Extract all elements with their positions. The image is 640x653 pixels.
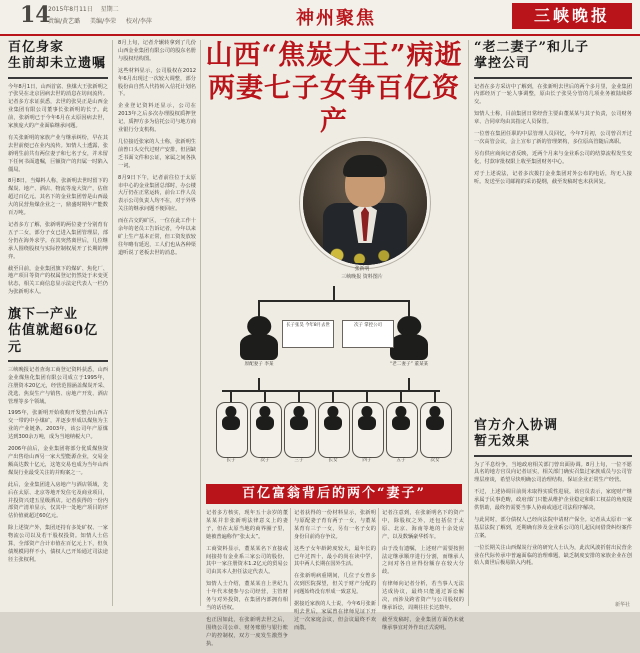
- paragraph: 有关张新明的家族产业与继承纠纷，早在其去世前便已在业内流传。知情人士透露，张新明生前共有两位妻子和七名子女，并未留下任何书面遗嘱，巨额资产的归属一时陷入僵局。: [8, 134, 108, 173]
- column-rule: [290, 508, 291, 606]
- section-banner: 百亿富翁背后的两个“妻子”: [206, 484, 462, 504]
- paragraph: 与此同时，部分债权人已经向法院申请财产保全。记者从太原市一家基层法院了解到，近期确有涉及金业系公司的几起民间借贷纠纷案件立案。: [474, 516, 632, 539]
- divider: [8, 360, 108, 362]
- family-tree-diagram: [206, 286, 462, 486]
- callout-right: 次子 掌控公司: [342, 320, 394, 348]
- tree-line: [258, 300, 260, 316]
- callout-left: 长子张昊 今年8月去世: [282, 320, 334, 348]
- child-bust: [222, 406, 240, 430]
- paragraph: 记者注意到，在张新明名下的资产中，除股权之外，还包括位于太原、北京、海南等地的十余处房产，以及数辆豪华轿车。: [382, 510, 464, 540]
- editor-credit: 责编/黄艺璐: [48, 18, 81, 25]
- paragraph: 三峡晚报记者查询工商登记资料获悉，山西金业煤焦化集团有限公司成立于1995年，注册资本20亿元，经营范围涵盖煤炭开采、洗选、焦炭生产与销售、房地产开发、酒店管理等多个领域。: [8, 366, 108, 405]
- tree-line: [333, 286, 335, 300]
- paragraph: 记者多方核实，现年五十余岁的董某某并非张新明法律意义上的妻子，但在太原当地的商界圈子里，她被普遍称作“张太太”。: [206, 510, 288, 540]
- spouse-bust-left: [240, 316, 278, 360]
- paragraph: 而在古交的矿区，一位在此工作十余年的老员工告诉记者，今年以来矿上生产基本正常，但工资发放较往年略有延迟，工人们也从各种渠道听说了老板去世的消息。: [118, 218, 196, 256]
- child-label: 次女: [430, 458, 440, 463]
- spouse-label-right: “老二妻子” 董某某: [389, 362, 429, 367]
- dateline: [48, 5, 125, 14]
- paragraph: 几位接近张家的人士称，张新明生前曾口头交代过财产安排，但因缺乏书面文件和公证，家属之间各执一词。: [118, 138, 196, 169]
- paragraph: 8月9日下午，记者前往位于太原市中心的金业集团总部时，办公楼大厅仍在正常运转，前台工作人员表示公司负责人均不在，对于外界关注的继承问题不便回应。: [118, 174, 196, 213]
- paragraph: 截至发稿时，金业集团方面仍未就继承事宜对外作出正式说明。: [382, 616, 464, 631]
- bottom-column-2: [294, 510, 376, 637]
- paragraph: 8月8日，当爆料人称，张新明去世时留下的煤炭、地产、酒店、物流等庞大资产，估值超过百亿元。其名下的金业集团曾是山西最大的民营焦煤企业之一，鼎盛时期年产能数百万吨。: [8, 178, 108, 217]
- child-label: 五子: [396, 458, 406, 463]
- paragraph: 不过，上述协调目前尚未取得实质性进展。该官员表示，家庭财产继承属于民事范畴，政府部门只能从维护企业稳定和职工权益的角度提供帮助，最终仍需要当事人协商或通过司法程序解决。: [474, 489, 632, 512]
- paragraph: 这些子女年龄跨度较大，最年长的已年过四十，最小的尚在读中学，其中两人长期在国外生活。: [294, 545, 376, 568]
- divider: [474, 455, 632, 457]
- child-bust: [426, 406, 444, 430]
- tree-line: [400, 392, 402, 402]
- signature-credit: 新华社: [614, 602, 630, 608]
- paragraph: 除上述资产外，集团还持有多处矿权、一家物流公司以及若干股权投资。知情人士估算，全部资产合计市值在百亿元上下，但负债规模同样不小，债权人已开始通过司法途径主张权利。: [8, 525, 108, 563]
- tree-line: [298, 392, 300, 402]
- tree-line: [434, 392, 436, 402]
- child-bust: [358, 406, 376, 430]
- tree-line: [258, 378, 260, 390]
- proof-credit: 校对/李萍: [125, 18, 152, 25]
- paragraph: 2006年前后，金业集团将部分优质煤焦资产出售给山西另一家大型能源企业，交易金额高达数十亿元，这笔交易也成为当年山西煤炭行业最受关注的并购案之一。: [8, 446, 108, 476]
- main-headline: [204, 40, 464, 139]
- dateline-weekday: 星期二: [100, 6, 119, 13]
- paragraph: 今年8月1日，山西首富、焦煤大王张新明之子张昊在北京因病去世的消息在坊间流传。记者多方求证获悉，去世的张昊正是山西金业集团有限公司董事长张新明的长子。此前，张新明已于今年6月在太原因病去世，家族庞大的产业面临继承问题。: [8, 83, 108, 130]
- paragraph: 记者多方了解，张新明的两位妻子分别育有五子二女，部分子女已进入集团管理层，部分仍在海外求学。在其突然离世后，几位继承人围绕股权与实际控制权展开了长期的博弈。: [8, 222, 108, 260]
- divider: [8, 77, 108, 79]
- paragraph: 由于没有遗嘱，上述财产需要按照法定继承顺序进行分割，而继承人之间对各自应得份额存在较大分歧。: [382, 545, 464, 576]
- child-bust: [392, 406, 410, 430]
- paragraph: 知情人士称，目前集团日常经营主要由董某某与其子负责，公司财务章、合同章均由其指定人员保管。: [474, 111, 632, 126]
- photo-flowers: [319, 237, 409, 263]
- column-rule: [468, 40, 469, 606]
- paragraph: 一位长期关注山西煤炭行业的研究人士认为，此次风波折射出民营企业在代际传承中普遍面临的治理难题，缺乏制度安排的家族企业在创始人离世后极易陷入内耗。: [474, 544, 632, 567]
- tree-line: [230, 392, 232, 402]
- child-label: 长子: [226, 458, 236, 463]
- paragraph: 此后，金业集团进入房地产与酒店领域，先后在太原、北京等地开发住宅及商业项目，并投资兴建五星级酒店。记者获得的一份内部资产清单显示，仅其中一处地产项目的评估价值就超过60亿元。: [8, 481, 108, 520]
- right-column: [474, 40, 632, 190]
- paragraph: 一位曾在集团任职的中层管理人员回忆，今年7月初，公司曾召开过一次高管会议，会上宣布了新的管理架构，多位原高管随后离职。: [474, 131, 632, 145]
- paragraph: 也正因如此，在张新明去世之后，围绕公司公章、财务账册与银行账户的控制权，双方一度发生激烈争执。: [206, 616, 288, 647]
- newspaper-logo: 三峡晚报: [512, 3, 632, 29]
- photo-caption-credit: 三峡晚报 资料图片: [341, 273, 383, 280]
- tree-line: [332, 392, 334, 402]
- right-body-2: [474, 462, 632, 569]
- paragraph: 企业登记资料还显示，公司在2013年之后多次办理股权质押登记，质押方多为信托公司与地方商业银行分支机构。: [118, 103, 196, 134]
- photo-caption: [300, 266, 424, 281]
- child-label: 四子: [362, 458, 372, 463]
- photo-hair: [343, 155, 387, 177]
- left-headline2-line2: 估值就超60亿元: [8, 323, 99, 355]
- child-bust: [324, 406, 342, 430]
- paragraph: 知情人士介绍，董某某自上世纪九十年代末便参与公司经营，主管财务与对外投资，在集团内部拥有相当的话语权。: [206, 581, 288, 611]
- child-label: 长女: [328, 458, 338, 463]
- paragraph: 截至目前，金业集团旗下的煤矿、焦化厂、地产项目等资产的权属登记仍然处于未变更状态，相关工商信息显示法定代表人一栏仍为张新明本人。: [8, 265, 108, 296]
- photo-caption-name: 张新明: [354, 266, 370, 272]
- paragraph: 在张新明病重期间，几位子女曾多次到医院探望，但关于财产分配的问题始终没有形成一致意见。: [294, 573, 376, 596]
- paragraph: 为了平息纷争，当地政府相关部门曾出面协调。8月上旬，一位不愿具名的地方官员向记者证实，相关部门确实召集过家族成员与公司管理层座谈，希望尽快明确公司治理结构，保证企业正常生产经营。: [474, 461, 632, 484]
- paragraph: 记者获得的一份材料显示，张新明与原配妻子育有两子一女，与董某某育有三子一女，另有一名子女的身份目前尚存争议。: [294, 510, 376, 540]
- right-headline-line1: “老二妻子”和儿子: [474, 40, 589, 55]
- column-rule: [200, 40, 201, 606]
- left-body-2: [8, 367, 108, 565]
- paragraph: 1995年，张新明开始收购开发整合山西古交一带的中小煤矿，并逐步形成以煤焦为主业的产业链条。2003年，该公司年产原煤达到300余万吨，成为当地纳税大户。: [8, 410, 108, 441]
- tree-line: [222, 390, 440, 392]
- paragraph: 记者在多方采访中了解到，在张新明去世后的两个多月里，金业集团内部经历了一轮人事调整，原由长子张昊分管的几项业务被陆续移交。: [474, 83, 632, 106]
- divider: [474, 77, 632, 79]
- section-title: 神州聚焦: [296, 8, 376, 29]
- paragraph: 另有供应商向记者反映，近两个月来与金业系公司的结算流程发生变化，付款审批权限上收至集团财务中心。: [474, 150, 632, 165]
- main-title-line1: 山西“焦炭大王”病逝: [205, 40, 463, 71]
- page-number: 14: [20, 2, 51, 28]
- left-column: [8, 40, 108, 569]
- spouse-bust-right: [390, 316, 428, 360]
- right-column-section2: [474, 418, 632, 572]
- paragraph: 这些材料显示，公司股权在2012年6月出现过一次较大调整，部分股份由自然人代持转入信托计划名下。: [118, 67, 196, 98]
- dateline-date: 2015年8月11日: [48, 6, 93, 13]
- paragraph: 据接近家族的人士说，今年6月张新明去世后，家属曾在律师见证下开过一次家庭会议，但会议最终不欢而散。: [294, 601, 376, 631]
- tree-line: [366, 392, 368, 402]
- paragraph: 8月上旬，记者介辗转拿到了几份山西金业集团有限公司的股东名册与股权结构图。: [118, 40, 196, 62]
- paragraph: 有律师向记者分析，若当事人无法达成协议，最终只能通过诉讼解决，而涉及跨省资产与公司股权的继承诉讼，周期往往长达数年。: [382, 581, 464, 611]
- right-headline-line2: 掌控公司: [474, 56, 531, 72]
- tree-line: [264, 392, 266, 402]
- left-headline-line1: 百亿身家: [8, 40, 65, 55]
- left-headline2-line1: 旗下一产业: [8, 307, 79, 323]
- tree-line: [408, 300, 410, 316]
- child-label: 三子: [294, 458, 304, 463]
- paragraph: 工商资料显示，董某某名下直接或间接持有金业系三家公司的股份，其中一家注册资本1.2亿元的贸易公司由其本人担任法定代表人。: [206, 545, 288, 576]
- child-bust: [256, 406, 274, 430]
- main-title-line2: 两妻七子女争百亿资产: [208, 72, 460, 137]
- layout-credit: 美编/李荣: [89, 18, 116, 25]
- column-rule: [112, 40, 113, 606]
- right-body: [474, 84, 632, 187]
- bottom-column-1: [206, 510, 288, 653]
- left-body: [8, 84, 108, 298]
- tree-line: [258, 300, 410, 302]
- child-bust: [290, 406, 308, 430]
- right-headline2-line2: 暂无效果: [474, 434, 531, 450]
- paragraph: 对于上述说法，记者多次拨打金业集团对外公布的电话，均无人接听。发送至公司邮箱的采访提纲，截至发稿时也未获回复。: [474, 170, 632, 185]
- column-rule: [378, 508, 379, 606]
- second-column: [118, 40, 196, 262]
- child-label: 次子: [260, 458, 270, 463]
- second-column-body: [118, 40, 196, 258]
- editline: [48, 16, 160, 25]
- bottom-column-3: [382, 510, 464, 637]
- portrait-photo: [300, 138, 430, 268]
- spouse-label-left: 原配妻子 李某: [244, 362, 274, 367]
- tree-line: [408, 378, 410, 390]
- right-headline2-line1: 官方介入协调: [474, 418, 559, 433]
- left-headline-line2: 生前却未立遗嘱: [8, 56, 107, 72]
- masthead: [0, 0, 640, 36]
